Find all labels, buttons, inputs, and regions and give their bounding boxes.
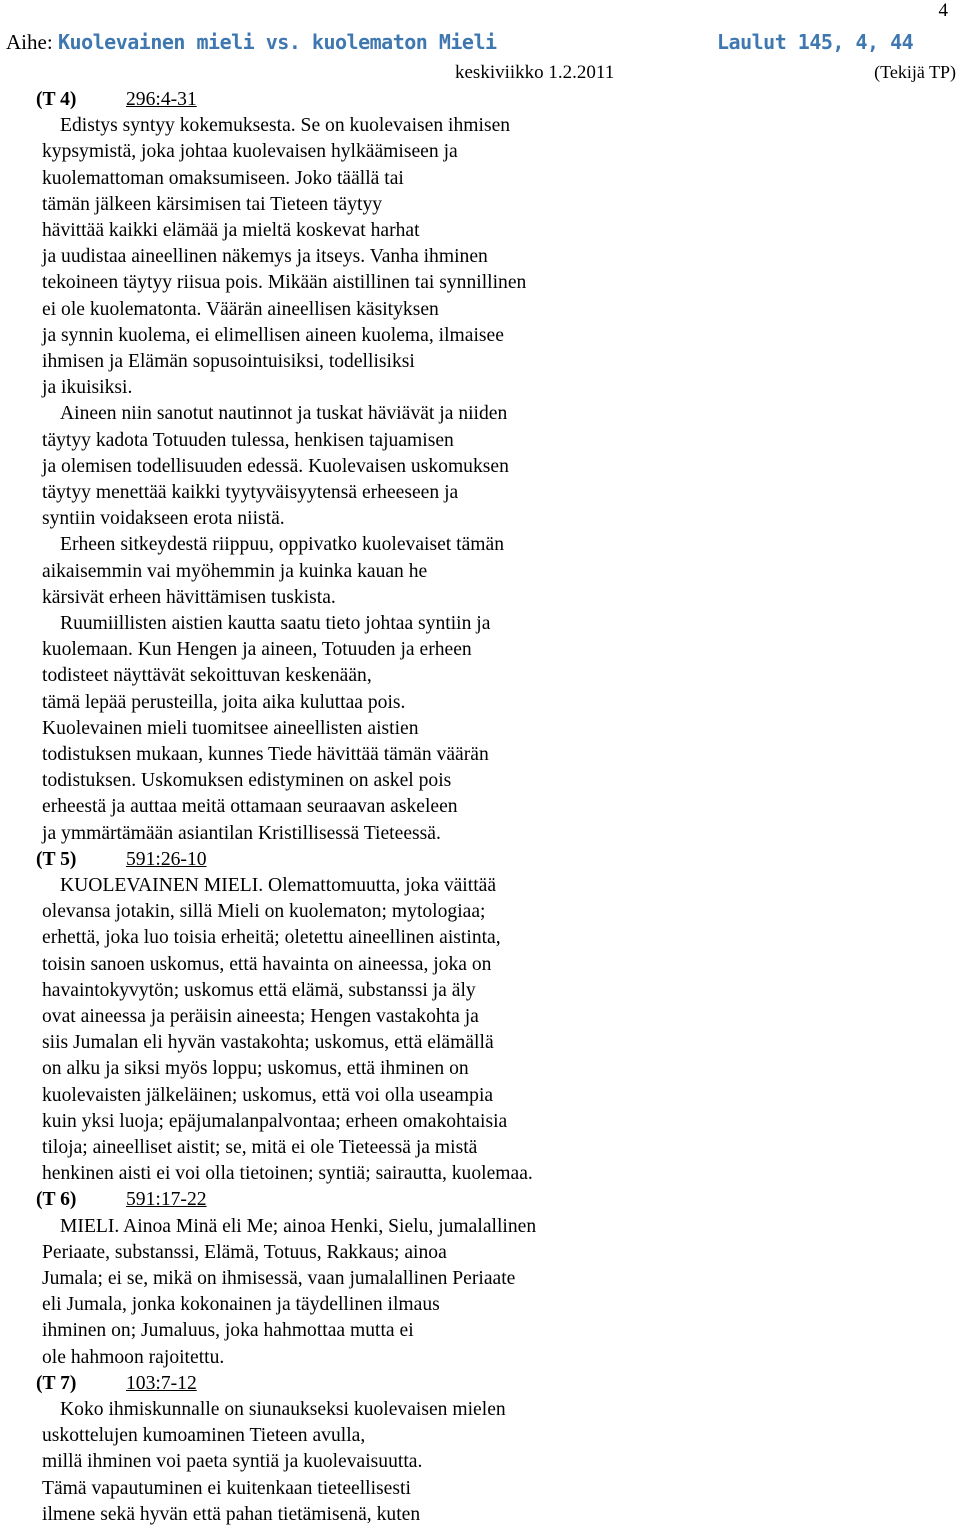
section-reference bbox=[36, 847, 207, 873]
text-line: ole hahmoon rajoitettu. bbox=[42, 1346, 225, 1368]
text-line: ihmisen ja Elämän sopusointuisiksi, todellisiksi bbox=[42, 351, 415, 372]
text-line: Periaate, substanssi, Elämä, Totuus, Rakkaus; ainoa bbox=[42, 1241, 447, 1263]
page-number: 4 bbox=[938, 0, 948, 21]
text-line: uskottelujen kumoaminen Tieteen avulla, bbox=[42, 1425, 366, 1447]
text-line: todisteet näyttävät sekoittuvan keskenään, bbox=[42, 665, 372, 687]
text-line: tiloja; aineelliset aistit; se, mitä ei ole Tieteessä ja mistä bbox=[42, 1137, 478, 1158]
text-line: ja synnin kuolema, ei elimellisen aineen kuolema, ilmaisee bbox=[42, 324, 504, 346]
text-line: tämä lepää perusteilla, joita aika kuluttaa pois. bbox=[42, 691, 406, 713]
text-line: kuolemaan. Kun Hengen ja aineen, Totuuden ja erheen bbox=[42, 639, 472, 661]
author-note: (Tekijä TP) bbox=[874, 62, 956, 82]
text-line: KUOLEVAINEN MIELI. Olemattomuutta, joka väittää bbox=[60, 875, 497, 896]
text-line: todistuksen. Uskomuksen edistyminen on askel pois bbox=[42, 770, 452, 792]
text-line: millä ihminen voi paeta syntiä ja kuolevaisuutta. bbox=[42, 1451, 423, 1473]
text-line: kuin yksi luoja; epäjumalanpalvontaa; erheen omakohtaisia bbox=[42, 1110, 508, 1132]
text-line: täytyy menettää kaikki tyytyväisyytensä erheeseen ja bbox=[42, 482, 459, 503]
text-line: Aineen niin sanotut nautinnot ja tuskat häviävät ja niiden bbox=[60, 403, 508, 425]
section-reference bbox=[36, 87, 197, 113]
text-line: toisin sanoen uskomus, että havainta on aineessa, joka on bbox=[42, 953, 492, 975]
text-line: ja uudistaa aineellinen näkemys ja itseys. Vanha ihminen bbox=[42, 246, 488, 268]
text-line: Ruumiillisten aistien kautta saatu tieto johtaa syntiin ja bbox=[60, 613, 491, 634]
text-line: kärsivät erheen hävittämisen tuskista. bbox=[42, 586, 336, 608]
text-line: erhettä, joka luo toisia erheitä; oletettu aineellinen aistinta, bbox=[42, 927, 501, 949]
section-reference bbox=[36, 1187, 207, 1213]
text-line: Koko ihmiskunnalle on siunaukseksi kuolevaisen mielen bbox=[60, 1399, 506, 1420]
section-citation: 591:26-10 bbox=[126, 848, 207, 870]
text-line: ovat aineessa ja peräisin aineesta; Hengen vastakohta ja bbox=[42, 1006, 479, 1027]
text-line: tekoineen täytyy riisua pois. Mikään aistillinen tai synnillinen bbox=[42, 272, 527, 294]
text-line: eli Jumala, jonka kokonainen ja täydellinen ilmaus bbox=[42, 1294, 440, 1316]
aihe-label: Aihe: bbox=[6, 30, 53, 54]
section-label: (T 4) bbox=[36, 89, 77, 110]
text-line: Tämä vapautuminen ei kuitenkaan tieteellisesti bbox=[42, 1477, 411, 1499]
text-line: kuolemattoman omaksumiseen. Joko täällä tai bbox=[42, 167, 404, 189]
text-line: kuolevaisten jälkeläinen; uskomus, että voi olla useampia bbox=[42, 1084, 494, 1106]
text-line: on alku ja siksi myös loppu; uskomus, että ihminen on bbox=[42, 1058, 469, 1080]
text-line: tämän jälkeen kärsimisen tai Tieteen täytyy bbox=[42, 193, 383, 215]
aihe-title: Kuolevainen mieli vs. kuolematon Mieli bbox=[58, 30, 497, 54]
text-line: ilmene sekä hyvän että pahan tietämisenä, kuten bbox=[42, 1503, 421, 1525]
text-line: todistuksen mukaan, kunnes Tiede hävittää tämän väärän bbox=[42, 744, 489, 765]
text-line: Jumala; ei se, mikä on ihmisessä, vaan jumalallinen Periaate bbox=[42, 1268, 516, 1289]
text-line: ihminen on; Jumaluus, joka hahmottaa mutta ei bbox=[42, 1320, 414, 1342]
section-reference bbox=[36, 1371, 197, 1397]
section-label: (T 5) bbox=[36, 848, 77, 870]
text-line: henkinen aisti ei voi olla tietoinen; syntiä; sairautta, kuolemaa. bbox=[42, 1163, 533, 1185]
section-citation: 103:7-12 bbox=[126, 1372, 197, 1394]
section-label: (T 6) bbox=[36, 1189, 77, 1211]
section-label: (T 7) bbox=[36, 1372, 77, 1394]
text-line: ja ikuisiksi. bbox=[42, 377, 133, 399]
text-line: Kuolevainen mieli tuomitsee aineellisten aistien bbox=[42, 717, 419, 739]
text-line: ei ole kuolematonta. Väärän aineellisen käsityksen bbox=[42, 298, 439, 320]
text-line: syntiin voidakseen erota niistä. bbox=[42, 508, 285, 530]
text-line: hävittää kaikki elämää ja mieltä koskevat harhat bbox=[42, 220, 420, 241]
laulut-label: Laulut 145, 4, 44 bbox=[717, 30, 914, 54]
text-line: ja olemisen todellisuuden edessä. Kuolevaisen uskomuksen bbox=[42, 455, 509, 477]
text-line: Erheen sitkeydestä riippuu, oppivatko kuolevaiset tämän bbox=[60, 534, 505, 556]
date-line: keskiviikko 1.2.2011 bbox=[455, 62, 615, 83]
text-line: olevansa jotakin, sillä Mieli on kuolematon; mytologiaa; bbox=[42, 901, 486, 923]
text-line: havaintokyvytön; uskomus että elämä, substanssi ja äly bbox=[42, 979, 476, 1001]
text-line: aikaisemmin vai myöhemmin ja kuinka kauan he bbox=[42, 560, 428, 582]
section-citation: 296:4-31 bbox=[126, 89, 197, 110]
text-line: Edistys syntyy kokemuksesta. Se on kuolevaisen ihmisen bbox=[60, 115, 511, 137]
text-line: siis Jumalan eli hyvän vastakohta; uskomus, että elämällä bbox=[42, 1032, 494, 1054]
header bbox=[6, 30, 921, 56]
text-line: ja ymmärtämään asiantilan Kristillisessä Tieteessä. bbox=[42, 822, 441, 844]
text-line: kypsymistä, joka johtaa kuolevaisen hylkäämiseen ja bbox=[42, 141, 458, 163]
section-citation: 591:17-22 bbox=[126, 1189, 207, 1211]
text-line: täytyy kadota Totuuden tulessa, henkisen tajuamisen bbox=[42, 429, 454, 451]
text-line: erheestä ja auttaa meitä ottamaan seuraavan askeleen bbox=[42, 796, 458, 818]
text-line: MIELI. Ainoa Minä eli Me; ainoa Henki, Sielu, jumalallinen bbox=[60, 1215, 537, 1237]
